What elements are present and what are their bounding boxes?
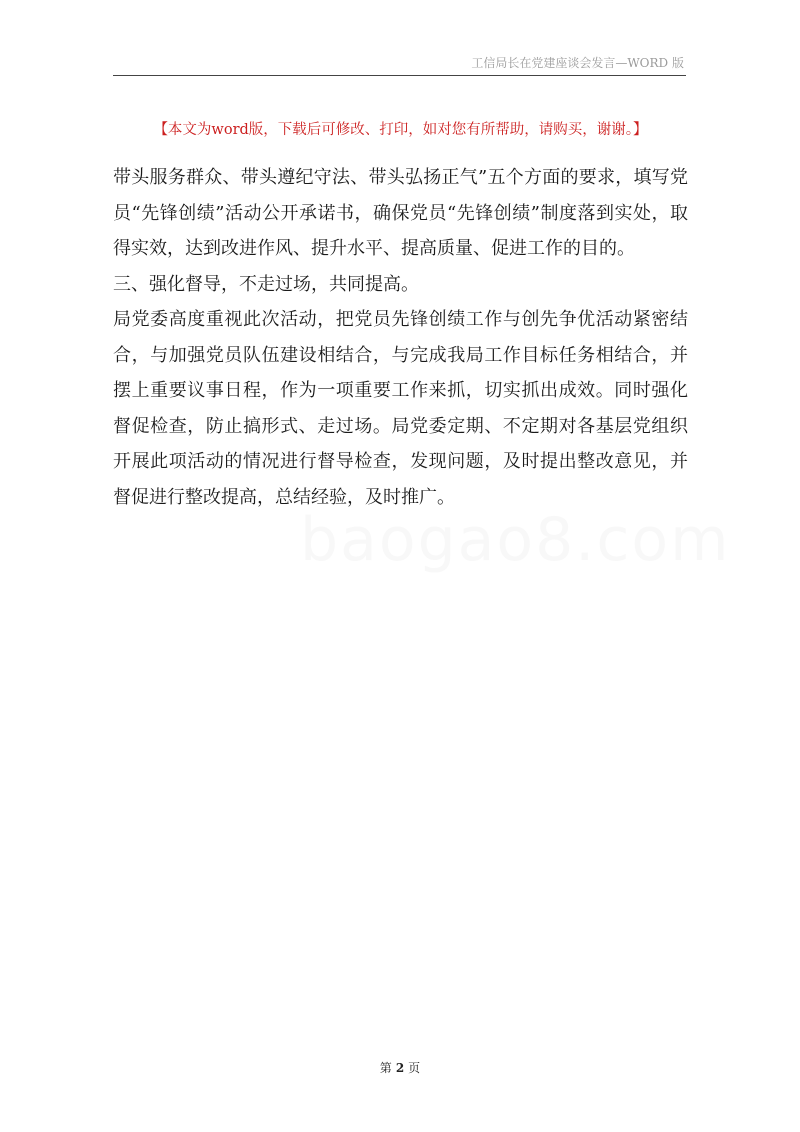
page-number: 2: [395, 1061, 405, 1075]
page-number-footer: [0, 1059, 800, 1076]
body-paragraph: 带头服务群众、带头遵纪守法、带头弘扬正气”五个方面的要求，填写党员“先锋创绩”活动公开承诺书，确保党员“先锋创绩”制度落到实处，取得实效，达到改进作风、提升水平、提高质量、促进工作的目的。: [113, 167, 688, 259]
section-heading: 三、强化督导，不走过场，共同提高。: [113, 273, 419, 295]
header-divider: [113, 75, 686, 76]
purchase-notice: 【本文为word版，下载后可修改、打印，如对您有所帮助，请购买，谢谢。】: [153, 122, 648, 138]
body-paragraph: 局党委高度重视此次活动，把党员先锋创绩工作与创先争优活动紧密结合，与加强党员队伍建设相结合，与完成我局工作目标任务相结合，并摆上重要议事日程，作为一项重要工作来抓，切实抓出成效。同时强化督促检查，防止搞形式、走过场。局党委定期、不定期对各基层党组织开展此项活动的情况进行督导检查，发现问题，及时提出整改意见，并督促进行整改提高，总结经验，及时推广。: [113, 309, 688, 508]
document-body: [113, 160, 688, 515]
page-suffix: 页: [408, 1061, 421, 1075]
document-header-title: 工信局长在党建座谈会发言—WORD 版: [471, 56, 684, 70]
page-prefix: 第: [379, 1061, 392, 1075]
watermark: baogao8.com: [300, 505, 731, 575]
